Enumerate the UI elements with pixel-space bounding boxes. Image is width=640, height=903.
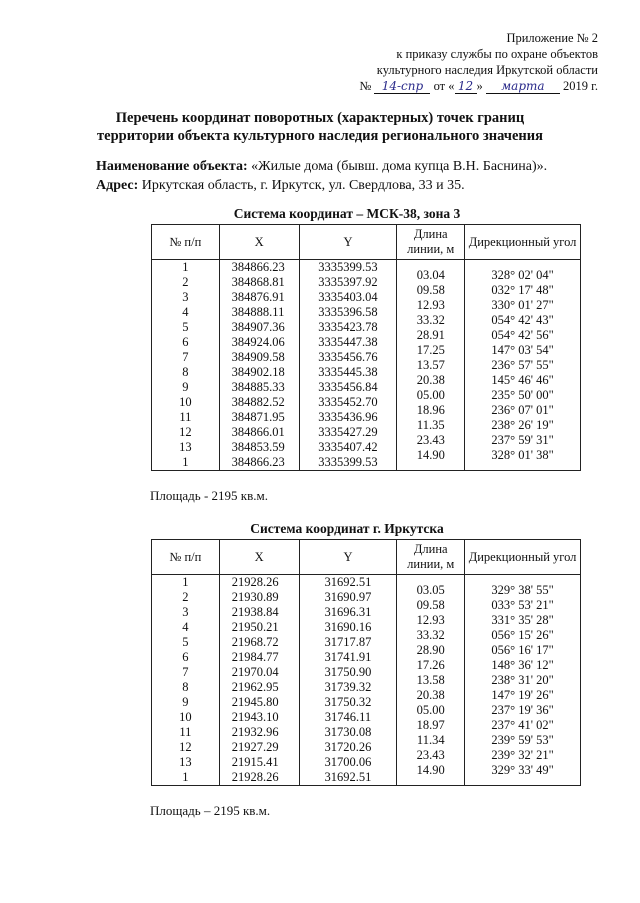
table-cell-x: 384907.36 (231, 320, 285, 334)
table-cell-x: 21984.77 (231, 650, 279, 664)
table-cell-x: 21938.84 (231, 605, 279, 619)
table-cell-angle: 237° 59' 31" (491, 433, 554, 447)
table-cell-angle: 328° 01' 38" (491, 448, 554, 462)
point-number-column (152, 575, 220, 786)
table-cell-y: 31692.51 (324, 770, 372, 784)
table-cell-length: 17.25 (416, 343, 445, 357)
table-cell-angle: 239° 59' 53" (491, 733, 554, 747)
header-y: Y (299, 225, 397, 260)
table-cell-n: 13 (179, 755, 192, 769)
table-cell-angle: 148° 36' 12" (491, 658, 554, 672)
header-x: X (219, 540, 299, 575)
order-number: 14-спр (374, 80, 430, 94)
table-cell-n: 1 (182, 575, 189, 589)
table-cell-y: 3335403.04 (318, 290, 378, 304)
table-cell-y: 31690.16 (324, 620, 372, 634)
table-cell-length: 13.58 (416, 673, 445, 687)
table-cell-x: 384866.23 (231, 260, 285, 274)
table-cell-x: 384902.18 (231, 365, 285, 379)
table-cell-n: 11 (179, 725, 192, 739)
table-cell-x: 384853.59 (231, 440, 285, 454)
table-cell-x: 384866.01 (231, 425, 285, 439)
header-angle: Дирекционный угол (465, 540, 581, 575)
angle-column (465, 575, 581, 786)
angle-column (465, 260, 581, 471)
table-cell-y: 3335436.96 (318, 410, 378, 424)
table-cell-n: 7 (182, 350, 189, 364)
table-cell-n: 13 (179, 440, 192, 454)
appendix-line-2: к приказу службы по охране объектов (396, 47, 598, 61)
length-column (397, 260, 465, 471)
table-cell-n: 9 (182, 380, 189, 394)
table-cell-angle: 238° 31' 20" (491, 673, 554, 687)
table-cell-n: 2 (182, 590, 189, 604)
table-cell-length: 20.38 (416, 688, 445, 702)
table-cell-y: 3335445.38 (318, 365, 378, 379)
table-cell-angle: 056° 15' 26" (491, 628, 554, 642)
table-cell-length: 18.97 (416, 718, 445, 732)
table-cell-angle: 331° 35' 28" (491, 613, 554, 627)
header-num: № п/п (152, 225, 220, 260)
table-cell-angle: 237° 19' 36" (491, 703, 554, 717)
table-cell-x: 21932.96 (231, 725, 279, 739)
table-cell-angle: 237° 41' 02" (491, 718, 554, 732)
close-quote: » (476, 79, 483, 93)
table-cell-length: 14.90 (416, 448, 445, 462)
table-cell-n: 8 (182, 365, 189, 379)
table-cell-n: 1 (182, 260, 189, 274)
table-cell-x: 21962.95 (231, 680, 279, 694)
table-1-area: Площадь - 2195 кв.м. (150, 488, 268, 503)
table-cell-x: 21970.04 (231, 665, 279, 679)
table-cell-y: 31741.91 (324, 650, 372, 664)
order-number-line (359, 78, 598, 94)
table-cell-n: 6 (182, 335, 189, 349)
x-column (219, 575, 299, 786)
table-cell-n: 12 (179, 425, 192, 439)
table-body-row (152, 575, 581, 786)
table-cell-x: 384871.95 (231, 410, 285, 424)
table-cell-length: 11.34 (416, 733, 445, 747)
table-cell-y: 3335396.58 (318, 305, 378, 319)
table-cell-length: 05.00 (416, 388, 445, 402)
document-title (40, 109, 600, 145)
table-cell-x: 21945.80 (231, 695, 279, 709)
object-name-value: «Жилые дома (бывш. дома купца В.Н. Баснина)». (251, 159, 548, 174)
table-cell-x: 384924.06 (231, 335, 285, 349)
table-header-row (152, 540, 581, 575)
order-month: марта (486, 80, 560, 94)
table-cell-y: 3335407.42 (318, 440, 378, 454)
title-line-2: территории объекта культурного наследия регионального значения (97, 128, 543, 144)
table-cell-x: 21930.89 (231, 590, 279, 604)
table-cell-length: 12.93 (416, 298, 445, 312)
table-cell-length: 03.05 (416, 583, 445, 597)
table-cell-angle: 145° 46' 46" (491, 373, 554, 387)
table-cell-length: 23.43 (416, 433, 445, 447)
table-cell-angle: 328° 02' 04" (491, 268, 554, 282)
length-column (397, 575, 465, 786)
table-cell-n: 12 (179, 740, 192, 754)
table-cell-n: 6 (182, 650, 189, 664)
table-cell-x: 21927.29 (231, 740, 279, 754)
table-cell-n: 1 (182, 455, 189, 469)
table-cell-n: 3 (182, 290, 189, 304)
table-body-row (152, 260, 581, 471)
table-cell-angle: 329° 38' 55" (491, 583, 554, 597)
table-cell-x: 384866.23 (231, 455, 285, 469)
object-name-label: Наименование объекта: (96, 159, 248, 174)
appendix-line-3: культурного наследия Иркутской области (376, 63, 598, 77)
table-cell-angle: 239° 32' 21" (491, 748, 554, 762)
header-x: X (219, 225, 299, 260)
table-cell-y: 3335456.76 (318, 350, 378, 364)
table-cell-length: 18.96 (416, 403, 445, 417)
table-cell-x: 384909.58 (231, 350, 285, 364)
table-cell-length: 03.04 (416, 268, 445, 282)
header-angle: Дирекционный угол (465, 225, 581, 260)
table-cell-angle: 236° 07' 01" (491, 403, 554, 417)
order-day: 12 (455, 80, 477, 94)
table-cell-n: 4 (182, 305, 189, 319)
table-cell-x: 384885.33 (231, 380, 285, 394)
from-label: от « (433, 79, 455, 93)
table-cell-length: 11.35 (416, 418, 445, 432)
object-info (96, 157, 616, 195)
x-column (219, 260, 299, 471)
table-cell-length: 13.57 (416, 358, 445, 372)
table-cell-angle: 056° 16' 17" (491, 643, 554, 657)
table-cell-y: 31700.06 (324, 755, 372, 769)
table-cell-length: 05.00 (416, 703, 445, 717)
table-cell-n: 5 (182, 320, 189, 334)
table-cell-angle: 054° 42' 43" (491, 313, 554, 327)
table-header-row (152, 225, 581, 260)
table-cell-y: 31739.32 (324, 680, 372, 694)
header-y: Y (299, 540, 397, 575)
coordinates-table-msk38 (151, 224, 581, 471)
table-cell-y: 31730.08 (324, 725, 372, 739)
table-cell-n: 7 (182, 665, 189, 679)
header-num: № п/п (152, 540, 220, 575)
appendix-line-1: Приложение № 2 (506, 31, 598, 45)
table-cell-n: 10 (179, 395, 192, 409)
table-cell-x: 21928.26 (231, 770, 279, 784)
table-cell-length: 09.58 (416, 598, 445, 612)
table-cell-x: 21968.72 (231, 635, 279, 649)
object-address-label: Адрес: (96, 178, 139, 193)
table-cell-n: 1 (182, 770, 189, 784)
table-cell-length: 12.93 (416, 613, 445, 627)
table-cell-y: 31717.87 (324, 635, 372, 649)
header-length: Длина линии, м (397, 540, 465, 575)
table-cell-n: 8 (182, 680, 189, 694)
header-length: Длина линии, м (397, 225, 465, 260)
table-cell-angle: 236° 57' 55" (491, 358, 554, 372)
appendix-header (359, 30, 598, 94)
table-cell-y: 3335397.92 (318, 275, 378, 289)
table-cell-x: 21950.21 (231, 620, 279, 634)
table-cell-y: 31696.31 (324, 605, 372, 619)
object-address-value: Иркутская область, г. Иркутск, ул. Свердлова, 33 и 35. (141, 178, 465, 193)
table-cell-length: 20.38 (416, 373, 445, 387)
table-cell-y: 31750.32 (324, 695, 372, 709)
table-cell-y: 31692.51 (324, 575, 372, 589)
table-cell-angle: 147° 19' 26" (491, 688, 554, 702)
table-cell-y: 3335427.29 (318, 425, 378, 439)
table-cell-n: 4 (182, 620, 189, 634)
number-sign: № (359, 79, 372, 93)
table-cell-angle: 054° 42' 56" (491, 328, 554, 342)
table-cell-length: 09.58 (416, 283, 445, 297)
order-year: 2019 г. (563, 79, 598, 93)
table-cell-length: 14.90 (416, 763, 445, 777)
table-cell-angle: 238° 26' 19" (491, 418, 554, 432)
table-cell-y: 31746.11 (324, 710, 372, 724)
coordinates-table-irkutsk (151, 539, 581, 786)
table-cell-angle: 033° 53' 21" (491, 598, 554, 612)
y-column (299, 260, 397, 471)
table-cell-y: 3335399.53 (318, 260, 378, 274)
table-cell-x: 21943.10 (231, 710, 279, 724)
table-2-area: Площадь – 2195 кв.м. (150, 803, 271, 818)
table-cell-n: 5 (182, 635, 189, 649)
table-cell-y: 3335399.53 (318, 455, 378, 469)
table-cell-y: 3335447.38 (318, 335, 378, 349)
table-2-caption: Система координат г. Иркутска (250, 521, 444, 536)
table-cell-angle: 330° 01' 27" (491, 298, 554, 312)
table-cell-n: 3 (182, 605, 189, 619)
table-cell-n: 10 (179, 710, 192, 724)
table-cell-x: 384868.81 (231, 275, 285, 289)
table-cell-x: 21915.41 (231, 755, 279, 769)
object-address-line (96, 176, 616, 195)
table-cell-x: 384876.91 (231, 290, 285, 304)
table-cell-y: 31720.26 (324, 740, 372, 754)
table-cell-x: 384888.11 (231, 305, 285, 319)
y-column (299, 575, 397, 786)
table-cell-y: 3335456.84 (318, 380, 378, 394)
table-cell-length: 17.26 (416, 658, 445, 672)
table-cell-angle: 235° 50' 00" (491, 388, 554, 402)
table-cell-y: 3335423.78 (318, 320, 378, 334)
table-cell-length: 28.91 (416, 328, 445, 342)
title-line-1: Перечень координат поворотных (характерных) точек границ (115, 110, 525, 126)
table-cell-length: 23.43 (416, 748, 445, 762)
table-cell-y: 31750.90 (324, 665, 372, 679)
table-cell-y: 31690.97 (324, 590, 372, 604)
table-cell-x: 21928.26 (231, 575, 279, 589)
table-cell-x: 384882.52 (231, 395, 285, 409)
table-cell-angle: 147° 03' 54" (491, 343, 554, 357)
table-cell-length: 33.32 (416, 628, 445, 642)
table-cell-length: 28.90 (416, 643, 445, 657)
table-cell-n: 11 (179, 410, 192, 424)
table-cell-y: 3335452.70 (318, 395, 378, 409)
point-number-column (152, 260, 220, 471)
table-cell-angle: 329° 33' 49" (491, 763, 554, 777)
table-cell-length: 33.32 (416, 313, 445, 327)
table-cell-n: 2 (182, 275, 189, 289)
table-1-caption: Система координат – МСК-38, зона 3 (233, 206, 461, 221)
table-cell-angle: 032° 17' 48" (491, 283, 554, 297)
object-name-line (96, 157, 616, 176)
table-cell-n: 9 (182, 695, 189, 709)
